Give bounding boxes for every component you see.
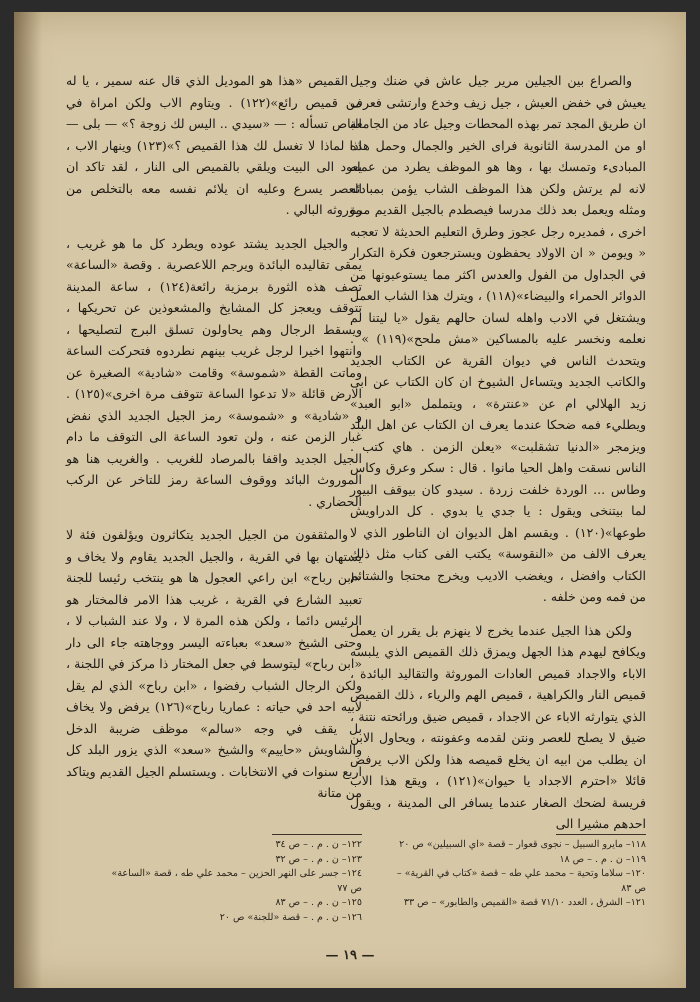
footnote: ص ٨٣ bbox=[621, 882, 646, 894]
paragraph: القميص «هذا هو الموديل الذي قال عنه سمير ، يا له من قميص رائع»(١٢٢) . ويتاوم الاب ولكن امراة في الباص تسأله : — «سيدي .. اليس لك زوجة ؟» — بلى — اذا لماذا لا تغسل لك هذا القميص ؟»(١٢٣) وينهار الاب ، يعود الى البيت ويلقي بالقميص الى النار ، لقد تاكد ان العصر يسرع وعليه ان يلائم نفسه معه بالتخلص من موروثه البالي . bbox=[66, 73, 362, 217]
footnote: ١٢٢– ن . م . – ص ٣٤ bbox=[275, 839, 362, 850]
footnote-divider bbox=[272, 834, 362, 835]
footnote: ١٢٠– سلاما وتحية – محمد علي طه – قصة «كتاب في القرية» – bbox=[396, 868, 646, 879]
page-number: — ١٩ — bbox=[325, 948, 375, 963]
footnote-divider bbox=[556, 834, 646, 835]
footnote: ١٢١– الشرق ، العدد ٧١/١٠ قصة «القميص والطابور» – ص ٣٣ bbox=[403, 897, 646, 908]
footnote: ١٢٣– ن . م . – ص ٣٢ bbox=[275, 853, 362, 865]
paragraph: ولكن هذا الجيل عندما يخرج لا ينهزم بل يقرر ان يعمل ويكافح ليهدم هذا الجهل ويمزق ذلك القميص الذي يلبسه الاباء والاجداد قميص العادات الموروثة والتقاليد البائدة ، قميص النار والكراهية ، قميص الهم والرياء ، ذلك القميص الذي يتوارثه الاباء عن الاجداد ، قميص ضيق ورائحته نتنة ، ضيق لا يصلح للعصر ونتن لقدمه وعفونته ، ويحاول الابن ان يطلب من ابيه ان يخلع قميصه هذا ولكن الاب يرفض قائلا «احترم الاجداد يا حيوان»(١٢١) ، ويقع هذا الاب فريسة لضحك الصغار عندما يسافر الى المدينة ، ويقول احدهم مشيرا الى bbox=[350, 622, 646, 831]
paragraph: والصراع بين الجيلين مرير جيل عاش في ضنك وجيل يعيش في خفض العيش ، جيل زيف وخدع وارتشى فعرف ان طريق المجد تمر بهذه المحطات وجيل عاد من الجامعة او من المدرسة الثانوية فراى الخير والجمال وحمل هذه المبادىء وتمسك بها ، وها هو الموظف يطرد من عمله لانه لم يرتش ولكن هذا الموظف الشاب يؤمن بمبادئه ومثله ويعمل بعد ذلك مدرسا فيصطدم بالجيل القديم مرة اخرى ، فمديره رجل عجوز وطرق التعليم الحديثة لا تعجبه « ويومن « ان الاولاد يحفظون ويسترجعون فكرة التكرار في الجداول من الفول والعدس اكثر مما يستوعبونها من الدوائر الحمراء والبيضاء»(١١٨) ، ويترك هذا الشاب العمل ويشتغل في الادب واهله لسان حالهم يقول «يا ليتنا لم نعلمه ونخسر عليه بالمساكين «مش ملحح»(١١٩) » . ويتحدث الناس في ديوان القرية عن الكتاب الجديد والكاتب الجديد ويتساءل الشيوخ ان كان الكتاب عن ابى زيد الهلالي ام عن «عنترة» ، ويتململ «ابو العبد» ويطليء فمه ضحكا عندما يعرف ان الكتاب عن اهل البلد ويزمجر «الدنيا تشقلبت» «يعلن الزمن . هاي كتب . الناس نسقت واهل الحيا مانوا . قال : سكر وعرق وكاس وطاس ... الوردة خلفت زردة . سيدو كان بيوقف البيور لما بيتنخى ويقول : يا جدي يا بدوي . كل الدراويش طوعها»(١٢٠) . ويقسم اهل الديوان ان الناطور الذي لا يعرف الالف من «النقوسة» يكتب الفى كتاب مثل ذلك الكتاب وافضل ، ويغضب الاديب ويخرج محتجا والشتائم من فمه ومن خلفه . bbox=[350, 73, 647, 604]
left-footnotes bbox=[66, 838, 362, 925]
footnote: ١٢٤– جسر على النهر الحزين – محمد علي طه ، قصة «الساعة» bbox=[111, 868, 362, 879]
paragraph: والجيل الجديد يشتد عوده ويطرد كل ما هو غريب ، يمقى تقاليده البائدة ويرجم اللاعصرية . وقصة «الساعة» تصف هذه الثورة برمزية رائعة(١٢٤) ، ساعة المدينة تتوقف ويعجز كل المشايخ والمشعوذين عن تحريكها ، ويسقط الرجال وهم يحاولون تسلق البرج لتصليحها ، وانتهوا اخيرا لرجل غريب بينهم نطردوه فتحركت الساعة وماتت القطة «شموسة» وقامت «شادية» الصغيرة عن الارض قائلة «لا تدعوا الساعة تتوقف مرة اخرى»(١٢٥) . و «شادية» و «شموسة» رمز الجيل الجديد الذي نفض غبار الزمن عنه ، ولن تعود الساعة الى التوقف ما دام الجيل الجديد واقفا بالمرصاد للغريب . والغريب هنا هو الموروث البائد ووقوف الساعة رمز للتاخر عن الركب الحضاري . bbox=[66, 235, 363, 509]
footnote: ١١٨– مايرو السبيل – نجوى قعوار – قصة «اي السبيلين» ص ٢٠ bbox=[399, 839, 646, 850]
book-page bbox=[14, 12, 686, 988]
paragraph: والمثقفون من الجيل الجديد يتكاثرون ويؤلفون فئة لا يستهان بها في القرية ، والجيل الجديد يقاوم ولا يخاف و «ابن رباح» ابن راعي العجول ها هو ينتخب رئيسا للجنة تعبيد الشارع في القرية ، غريب هذا الامر فالمختار هو الرئيس دائما ، ولكن هذه المرة لا ، ولا عند الشباب لا ، وحتى الشيخ «سعد» بعباءته اليسر ووجاهته جاء الى دار «ابن رباح» ليتوسط في جعل المختار ذا مركز في اللجنة ، ولكن الرجال الشباب رفضوا ، «ابن رباح» الذي لم يقل لابيه احد في حياته : عماريا رباح»(١٢٦) يرفض ولا يخاف بل يقف في وجه «سالم» موظف ضريبة الدخل والشاويش «حاييم» والشيخ «سعد» الذي يزور البلد كل اربع سنوات في الانتخابات . ويستسلم الجيل القديم ويتاكد من متانة bbox=[66, 527, 362, 800]
spine-shadow bbox=[14, 12, 42, 988]
footnote: ص ٧٧ bbox=[337, 882, 362, 894]
right-footnotes bbox=[350, 838, 646, 911]
footnote: ١١٩– ن . م . – ص ١٨ bbox=[559, 853, 646, 865]
right-text-column bbox=[350, 70, 646, 847]
left-text-column bbox=[66, 70, 362, 816]
footnote: ١٢٥– ن . م . – ص ٨٣ bbox=[275, 897, 362, 908]
footnote: ١٢٦– ن . م . – قصة «للجنة» ص ٢٠ bbox=[219, 911, 362, 923]
